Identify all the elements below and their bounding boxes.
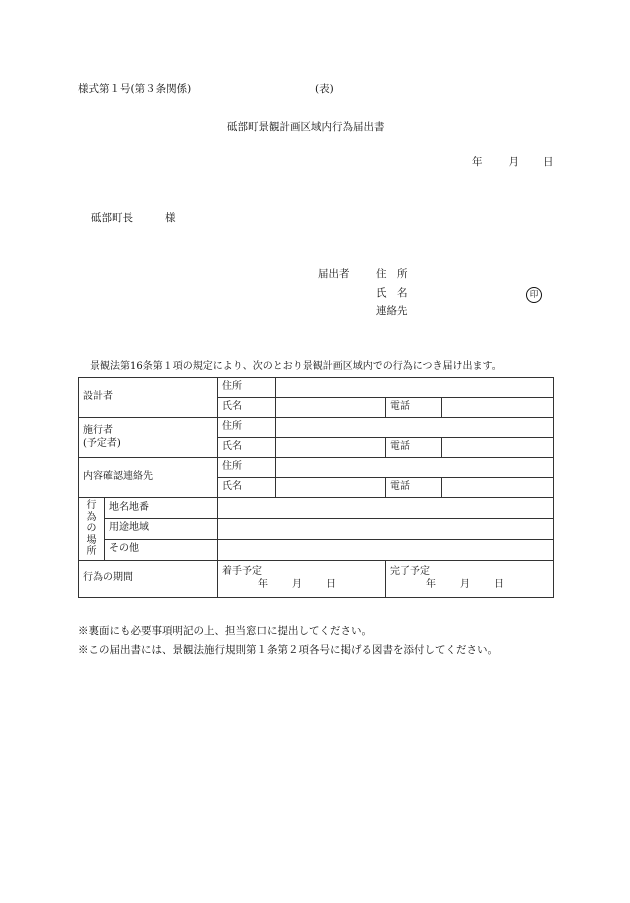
period-label: 行為の期間	[79, 560, 218, 597]
date-year-label: 年	[472, 156, 483, 168]
designer-name-field[interactable]	[276, 398, 386, 418]
start-month: 月	[292, 578, 302, 590]
start-label: 着手予定	[222, 566, 262, 577]
contractor-address-field[interactable]	[276, 418, 554, 438]
designer-name-label: 氏名	[218, 398, 276, 418]
lot-number-label: 地名地番	[105, 498, 218, 519]
zoning-field[interactable]	[218, 518, 554, 539]
zoning-label: 用途地域	[105, 518, 218, 539]
note-attachments: ※この届出書には、景観法施行規則第１条第２項各号に掲げる図書を添付してください。	[78, 644, 498, 656]
seal-mark: 印	[526, 287, 542, 303]
finish-label: 完了予定	[390, 566, 430, 577]
designer-address-field[interactable]	[276, 378, 554, 398]
contractor-name-label: 氏名	[218, 438, 276, 458]
finish-month: 月	[460, 578, 470, 590]
designer-phone-label: 電話	[386, 398, 442, 418]
form-side-label: (表)	[315, 83, 334, 95]
table-row	[79, 518, 554, 539]
contractor-label	[79, 418, 218, 458]
location-char: 場	[86, 534, 97, 546]
contractor-label-line2: (予定者)	[83, 437, 121, 449]
note-submit: ※裏面にも必要事項明記の上、担当窓口に提出してください。	[78, 625, 372, 637]
notification-table	[78, 377, 554, 598]
contractor-label-line1: 施行者	[83, 425, 113, 436]
table-row	[79, 560, 554, 597]
finish-day: 日	[494, 578, 504, 590]
contractor-name-field[interactable]	[276, 438, 386, 458]
other-field[interactable]	[218, 539, 554, 560]
addressee-honorific: 様	[165, 212, 176, 224]
contact-phone-label: 電話	[386, 478, 442, 498]
date-line	[472, 157, 554, 168]
start-day: 日	[326, 578, 336, 590]
form-title: 砥部町景観計画区域内行為届出書	[227, 121, 385, 133]
designer-address-label: 住所	[218, 378, 276, 398]
start-date-cell[interactable]	[218, 560, 386, 597]
contact-address-label: 住所	[218, 458, 276, 478]
applicant-address-label: 住 所	[376, 268, 408, 280]
table-row	[79, 498, 554, 519]
intro-text: 景観法第16条第１項の規定により、次のとおり景観計画区域内での行為につき届け出ます。	[90, 361, 502, 372]
table-row	[79, 458, 554, 478]
finish-date-cell[interactable]	[386, 560, 554, 597]
other-label: その他	[105, 539, 218, 560]
finish-date	[390, 579, 549, 592]
date-day-label: 日	[543, 156, 554, 168]
contact-phone-field[interactable]	[442, 478, 554, 498]
contact-label: 内容確認連絡先	[79, 458, 218, 498]
designer-label: 設計者	[79, 378, 218, 418]
contact-name-field[interactable]	[276, 478, 386, 498]
contractor-phone-label: 電話	[386, 438, 442, 458]
start-date	[222, 579, 381, 592]
table-row	[79, 378, 554, 398]
applicant-contact-label: 連絡先	[376, 305, 408, 317]
applicant-name-label: 氏 名	[376, 287, 408, 299]
location-char: の	[86, 523, 97, 534]
contact-name-label: 氏名	[218, 478, 276, 498]
table-row	[79, 539, 554, 560]
designer-phone-field[interactable]	[442, 398, 554, 418]
contact-address-field[interactable]	[276, 458, 554, 478]
location-char: 行	[86, 500, 97, 511]
addressee	[91, 213, 176, 224]
lot-number-field[interactable]	[218, 498, 554, 519]
contractor-address-label: 住所	[218, 418, 276, 438]
location-group-label	[79, 498, 105, 561]
contractor-phone-field[interactable]	[442, 438, 554, 458]
table-row	[79, 418, 554, 438]
location-char: 所	[86, 546, 97, 557]
location-char: 為	[86, 511, 97, 523]
date-month-label: 月	[508, 156, 519, 168]
applicant-label: 届出者	[318, 268, 350, 280]
form-number: 様式第１号(第３条関係)	[78, 83, 192, 95]
addressee-name: 砥部町長	[91, 212, 133, 224]
finish-year: 年	[426, 578, 436, 590]
start-year: 年	[258, 578, 268, 590]
